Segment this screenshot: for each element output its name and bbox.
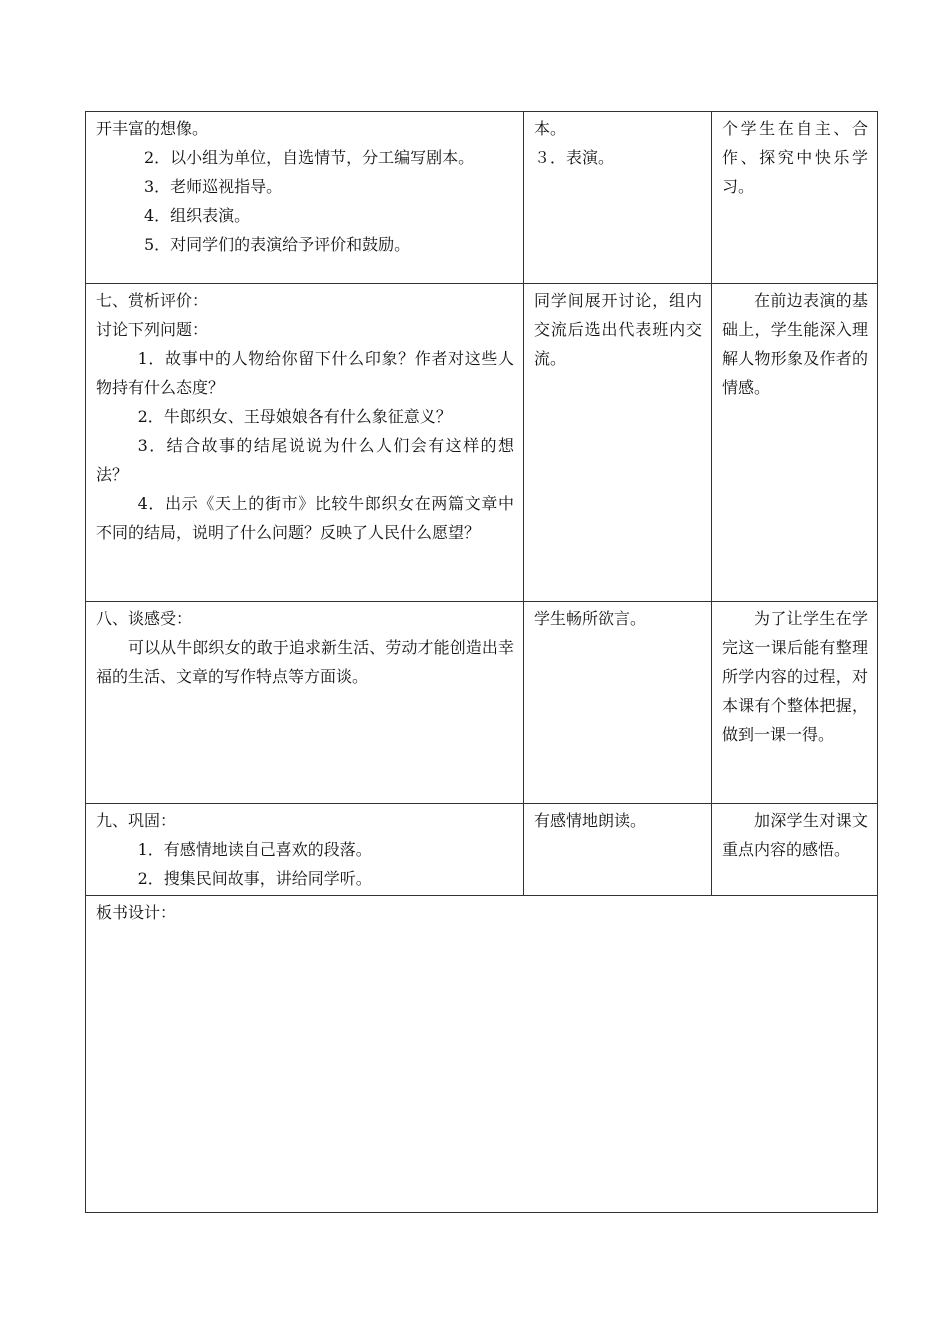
text-line: 5．对同学们的表演给予评价和鼓励。: [144, 235, 411, 254]
text-line: 2．以小组为单位，自选情节，分工编写剧本。: [144, 148, 475, 167]
text-line: 学生畅所欲言。: [534, 609, 647, 628]
student-activity-cell: [524, 602, 712, 804]
text-line: 3．结合故事的结尾说说为什么人们会有这样的想法？: [96, 436, 514, 484]
text-line: 同学间展开讨论，组内交流后选出代表班内交流。: [534, 291, 702, 368]
teacher-activity-cell: [86, 112, 524, 284]
text-line: 开丰富的想像。: [96, 119, 209, 138]
teacher-activity-cell: [86, 284, 524, 602]
design-intent-cell: [712, 112, 878, 284]
student-activity-cell: [524, 804, 712, 896]
section-heading: 八、谈感受：: [96, 609, 193, 628]
teacher-activity-cell: [86, 804, 524, 896]
text-line: 2．搜集民间故事，讲给同学听。: [137, 869, 372, 888]
text-line: 1．有感情地读自己喜欢的段落。: [137, 840, 372, 859]
section-heading: 七、赏析评价：: [96, 291, 209, 310]
text-line: 为了让学生在学完这一课后能有整理所学内容的过程，对本课有个整体把握，做到一课一得。: [722, 609, 868, 744]
design-intent-cell: [712, 804, 878, 896]
text-line: 加深学生对课文重点内容的感悟。: [722, 811, 868, 859]
board-design-label: 板书设计：: [96, 903, 177, 922]
text-line: 2．牛郎织女、王母娘娘各有什么象征意义？: [137, 407, 452, 426]
text-line: 可以从牛郎织女的敢于追求新生活、劳动才能创造出幸福的生活、文章的写作特点等方面谈。: [96, 638, 514, 686]
table-row: [86, 804, 878, 896]
text-line: 4．组织表演。: [144, 206, 251, 225]
section-heading: 九、巩固：: [96, 811, 177, 830]
board-design-row: [86, 896, 878, 1213]
board-design-cell: [86, 896, 878, 1213]
table-row: [86, 284, 878, 602]
text-line: 在前边表演的基础上，学生能深入理解人物形象及作者的情感。: [722, 291, 868, 397]
text-line: 本。: [534, 119, 567, 138]
text-line: ３．表演。: [534, 148, 615, 167]
lesson-plan-table: [85, 111, 878, 1213]
student-activity-cell: [524, 284, 712, 602]
text-line: 讨论下列问题：: [96, 320, 209, 339]
design-intent-cell: [712, 284, 878, 602]
table-row: [86, 112, 878, 284]
design-intent-cell: [712, 602, 878, 804]
text-line: 3．老师巡视指导。: [144, 177, 283, 196]
table-row: [86, 602, 878, 804]
text-line: 4．出示《天上的街市》比较牛郎织女在两篇文章中不同的结局，说明了什么问题？反映了人民什么愿望？: [96, 494, 514, 542]
text-line: 1．故事中的人物给你留下什么印象？作者对这些人物持有什么态度？: [96, 349, 514, 397]
student-activity-cell: [524, 112, 712, 284]
text-line: 有感情地朗读。: [534, 811, 647, 830]
teacher-activity-cell: [86, 602, 524, 804]
text-line: 个学生在自主、合作、探究中快乐学习。: [722, 119, 868, 196]
